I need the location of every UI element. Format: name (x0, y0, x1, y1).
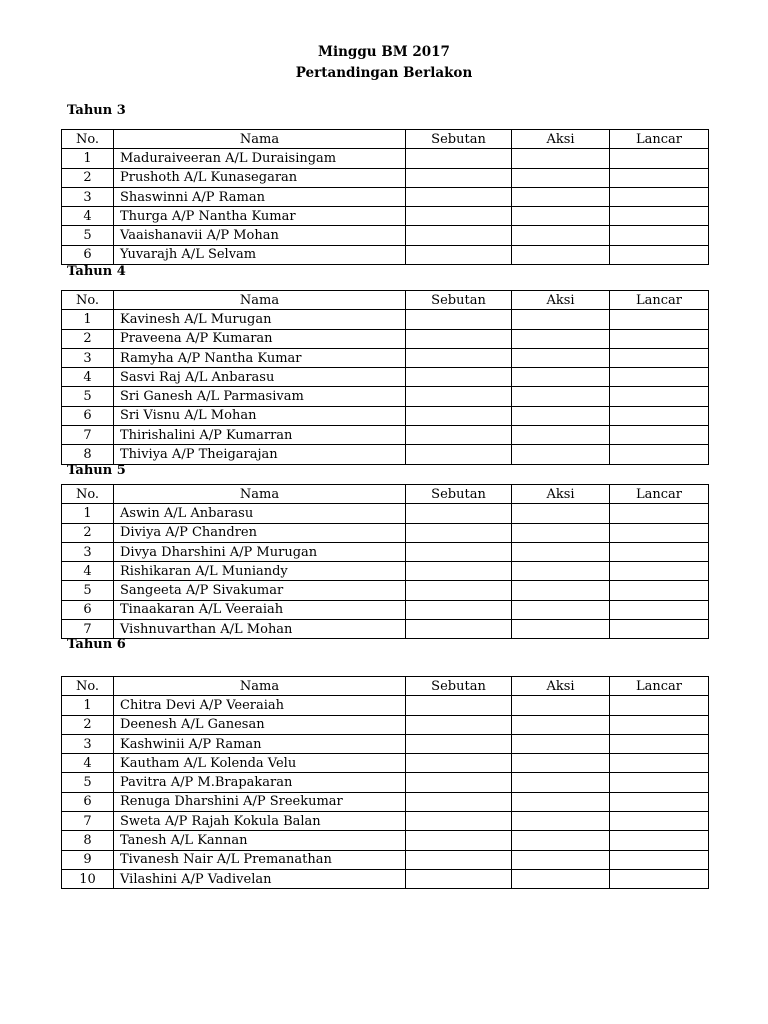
aksi-score-cell (512, 348, 610, 367)
aksi-score-cell (512, 850, 610, 869)
student-name: Sweta A/P Rajah Kokula Balan (114, 812, 406, 831)
aksi-score-cell (512, 523, 610, 542)
table-row (62, 504, 709, 523)
sebutan-score-cell (406, 187, 512, 206)
student-name: Maduraiveeran A/L Duraisingam (114, 149, 406, 168)
sebutan-score-cell (406, 426, 512, 445)
aksi-score-cell (512, 504, 610, 523)
table-row (62, 562, 709, 581)
sebutan-score-cell (406, 406, 512, 425)
table-row (62, 168, 709, 187)
aksi-score-cell (512, 754, 610, 773)
student-name: Sri Ganesh A/L Parmasivam (114, 387, 406, 406)
aksi-score-cell (512, 368, 610, 387)
sebutan-score-cell (406, 850, 512, 869)
lancar-score-cell (610, 812, 709, 831)
row-number: 5 (62, 226, 114, 245)
table-row (62, 850, 709, 869)
lancar-score-cell (610, 754, 709, 773)
student-name: Prushoth A/L Kunasegaran (114, 168, 406, 187)
lancar-score-cell (610, 348, 709, 367)
sebutan-score-cell (406, 348, 512, 367)
row-number: 1 (62, 696, 114, 715)
row-number: 6 (62, 600, 114, 619)
student-name: Kavinesh A/L Murugan (114, 310, 406, 329)
row-number: 7 (62, 426, 114, 445)
lancar-score-cell (610, 310, 709, 329)
no-column-header: No. (62, 677, 114, 696)
lancar-score-cell (610, 504, 709, 523)
row-number: 1 (62, 504, 114, 523)
sebutan-column-header: Sebutan (406, 130, 512, 149)
row-number: 4 (62, 368, 114, 387)
row-number: 1 (62, 310, 114, 329)
row-number: 3 (62, 348, 114, 367)
nama-column-header: Nama (114, 291, 406, 310)
sebutan-score-cell (406, 445, 512, 464)
table-row (62, 734, 709, 753)
table-row (62, 715, 709, 734)
sebutan-score-cell (406, 620, 512, 639)
nama-column-header: Nama (114, 485, 406, 504)
table-row (62, 187, 709, 206)
sebutan-score-cell (406, 734, 512, 753)
lancar-score-cell (610, 226, 709, 245)
table-row (62, 149, 709, 168)
no-column-header: No. (62, 485, 114, 504)
lancar-score-cell (610, 368, 709, 387)
student-name: Ramyha A/P Nantha Kumar (114, 348, 406, 367)
lancar-score-cell (610, 600, 709, 619)
lancar-score-cell (610, 562, 709, 581)
sebutan-score-cell (406, 812, 512, 831)
student-name: Tivanesh Nair A/L Premanathan (114, 850, 406, 869)
sebutan-score-cell (406, 696, 512, 715)
sebutan-score-cell (406, 504, 512, 523)
lancar-score-cell (610, 581, 709, 600)
table-row (62, 406, 709, 425)
student-name: Thurga A/P Nantha Kumar (114, 207, 406, 226)
table-row (62, 831, 709, 850)
lancar-score-cell (610, 792, 709, 811)
table-header-row (62, 130, 709, 149)
row-number: 2 (62, 715, 114, 734)
student-name: Praveena A/P Kumaran (114, 329, 406, 348)
aksi-score-cell (512, 406, 610, 425)
table-row (62, 620, 709, 639)
aksi-score-cell (512, 426, 610, 445)
row-number: 5 (62, 387, 114, 406)
student-name: Rishikaran A/L Muniandy (114, 562, 406, 581)
lancar-score-cell (610, 187, 709, 206)
aksi-score-cell (512, 168, 610, 187)
document-subtitle: Pertandingan Berlakon (295, 65, 473, 81)
aksi-score-cell (512, 387, 610, 406)
student-name: Sri Visnu A/L Mohan (114, 406, 406, 425)
roster-table (61, 129, 709, 265)
aksi-score-cell (512, 310, 610, 329)
table-row (62, 581, 709, 600)
table-row (62, 600, 709, 619)
lancar-column-header: Lancar (610, 130, 709, 149)
lancar-score-cell (610, 831, 709, 850)
student-name: Renuga Dharshini A/P Sreekumar (114, 792, 406, 811)
table-row (62, 869, 709, 888)
aksi-score-cell (512, 149, 610, 168)
aksi-score-cell (512, 812, 610, 831)
table-row (62, 812, 709, 831)
table-row (62, 368, 709, 387)
sebutan-score-cell (406, 773, 512, 792)
row-number: 6 (62, 245, 114, 264)
row-number: 2 (62, 329, 114, 348)
sebutan-score-cell (406, 245, 512, 264)
sebutan-score-cell (406, 207, 512, 226)
student-name: Deenesh A/L Ganesan (114, 715, 406, 734)
lancar-score-cell (610, 329, 709, 348)
lancar-score-cell (610, 542, 709, 561)
student-name: Sasvi Raj A/L Anbarasu (114, 368, 406, 387)
sebutan-score-cell (406, 523, 512, 542)
aksi-score-cell (512, 620, 610, 639)
lancar-score-cell (610, 387, 709, 406)
aksi-score-cell (512, 715, 610, 734)
table-row (62, 696, 709, 715)
section-label: Tahun 3 (67, 103, 126, 118)
student-name: Diviya A/P Chandren (114, 523, 406, 542)
student-name: Kashwinii A/P Raman (114, 734, 406, 753)
table-row (62, 310, 709, 329)
aksi-score-cell (512, 734, 610, 753)
sebutan-score-cell (406, 168, 512, 187)
sebutan-score-cell (406, 226, 512, 245)
lancar-score-cell (610, 523, 709, 542)
aksi-column-header: Aksi (512, 130, 610, 149)
student-name: Shaswinni A/P Raman (114, 187, 406, 206)
row-number: 8 (62, 831, 114, 850)
table-row (62, 792, 709, 811)
sebutan-score-cell (406, 387, 512, 406)
row-number: 2 (62, 168, 114, 187)
document-title: Minggu BM 2017 (318, 44, 450, 60)
aksi-score-cell (512, 329, 610, 348)
lancar-score-cell (610, 715, 709, 734)
row-number: 6 (62, 406, 114, 425)
sebutan-score-cell (406, 368, 512, 387)
lancar-score-cell (610, 773, 709, 792)
row-number: 10 (62, 869, 114, 888)
nama-column-header: Nama (114, 677, 406, 696)
row-number: 5 (62, 581, 114, 600)
sebutan-column-header: Sebutan (406, 291, 512, 310)
row-number: 4 (62, 754, 114, 773)
table-row (62, 523, 709, 542)
section-label: Tahun 5 (67, 463, 126, 478)
aksi-score-cell (512, 600, 610, 619)
row-number: 4 (62, 207, 114, 226)
lancar-score-cell (610, 149, 709, 168)
row-number: 1 (62, 149, 114, 168)
student-name: Aswin A/L Anbarasu (114, 504, 406, 523)
table-row (62, 245, 709, 264)
student-name: Vaaishanavii A/P Mohan (114, 226, 406, 245)
table-header-row (62, 677, 709, 696)
sebutan-column-header: Sebutan (406, 485, 512, 504)
sebutan-score-cell (406, 754, 512, 773)
sebutan-score-cell (406, 600, 512, 619)
no-column-header: No. (62, 130, 114, 149)
lancar-score-cell (610, 869, 709, 888)
no-column-header: No. (62, 291, 114, 310)
sebutan-score-cell (406, 869, 512, 888)
sebutan-score-cell (406, 581, 512, 600)
aksi-score-cell (512, 562, 610, 581)
student-name: Sangeeta A/P Sivakumar (114, 581, 406, 600)
row-number: 6 (62, 792, 114, 811)
aksi-score-cell (512, 245, 610, 264)
student-name: Vishnuvarthan A/L Mohan (114, 620, 406, 639)
row-number: 3 (62, 734, 114, 753)
student-name: Thiviya A/P Theigarajan (114, 445, 406, 464)
table-row (62, 754, 709, 773)
sebutan-score-cell (406, 542, 512, 561)
lancar-score-cell (610, 426, 709, 445)
lancar-score-cell (610, 620, 709, 639)
student-name: Tanesh A/L Kannan (114, 831, 406, 850)
aksi-score-cell (512, 226, 610, 245)
table-header-row (62, 291, 709, 310)
roster-table (61, 676, 709, 889)
sebutan-score-cell (406, 329, 512, 348)
sebutan-score-cell (406, 562, 512, 581)
row-number: 3 (62, 542, 114, 561)
table-header-row (62, 485, 709, 504)
row-number: 7 (62, 620, 114, 639)
lancar-score-cell (610, 850, 709, 869)
table-row (62, 542, 709, 561)
row-number: 5 (62, 773, 114, 792)
aksi-score-cell (512, 581, 610, 600)
table-row (62, 387, 709, 406)
roster-table (61, 290, 709, 465)
row-number: 4 (62, 562, 114, 581)
lancar-column-header: Lancar (610, 485, 709, 504)
sebutan-score-cell (406, 792, 512, 811)
aksi-score-cell (512, 187, 610, 206)
table-row (62, 226, 709, 245)
row-number: 7 (62, 812, 114, 831)
lancar-column-header: Lancar (610, 291, 709, 310)
aksi-score-cell (512, 207, 610, 226)
sebutan-column-header: Sebutan (406, 677, 512, 696)
row-number: 9 (62, 850, 114, 869)
nama-column-header: Nama (114, 130, 406, 149)
row-number: 8 (62, 445, 114, 464)
sebutan-score-cell (406, 831, 512, 850)
lancar-score-cell (610, 445, 709, 464)
lancar-score-cell (610, 734, 709, 753)
aksi-score-cell (512, 792, 610, 811)
table-row (62, 329, 709, 348)
section-label: Tahun 4 (67, 264, 126, 279)
aksi-column-header: Aksi (512, 485, 610, 504)
student-name: Tinaakaran A/L Veeraiah (114, 600, 406, 619)
student-name: Thirishalini A/P Kumarran (114, 426, 406, 445)
roster-table (61, 484, 709, 639)
student-name: Pavitra A/P M.Brapakaran (114, 773, 406, 792)
student-name: Yuvarajh A/L Selvam (114, 245, 406, 264)
table-row (62, 207, 709, 226)
table-row (62, 445, 709, 464)
aksi-score-cell (512, 696, 610, 715)
aksi-column-header: Aksi (512, 677, 610, 696)
lancar-score-cell (610, 406, 709, 425)
aksi-score-cell (512, 542, 610, 561)
student-name: Vilashini A/P Vadivelan (114, 869, 406, 888)
row-number: 2 (62, 523, 114, 542)
student-name: Divya Dharshini A/P Murugan (114, 542, 406, 561)
aksi-score-cell (512, 831, 610, 850)
lancar-score-cell (610, 245, 709, 264)
lancar-score-cell (610, 207, 709, 226)
student-name: Kautham A/L Kolenda Velu (114, 754, 406, 773)
student-name: Chitra Devi A/P Veeraiah (114, 696, 406, 715)
aksi-score-cell (512, 773, 610, 792)
sebutan-score-cell (406, 715, 512, 734)
section-label: Tahun 6 (67, 637, 126, 652)
table-row (62, 348, 709, 367)
row-number: 3 (62, 187, 114, 206)
sebutan-score-cell (406, 310, 512, 329)
aksi-score-cell (512, 869, 610, 888)
lancar-column-header: Lancar (610, 677, 709, 696)
table-row (62, 773, 709, 792)
sebutan-score-cell (406, 149, 512, 168)
lancar-score-cell (610, 168, 709, 187)
table-row (62, 426, 709, 445)
aksi-score-cell (512, 445, 610, 464)
aksi-column-header: Aksi (512, 291, 610, 310)
lancar-score-cell (610, 696, 709, 715)
